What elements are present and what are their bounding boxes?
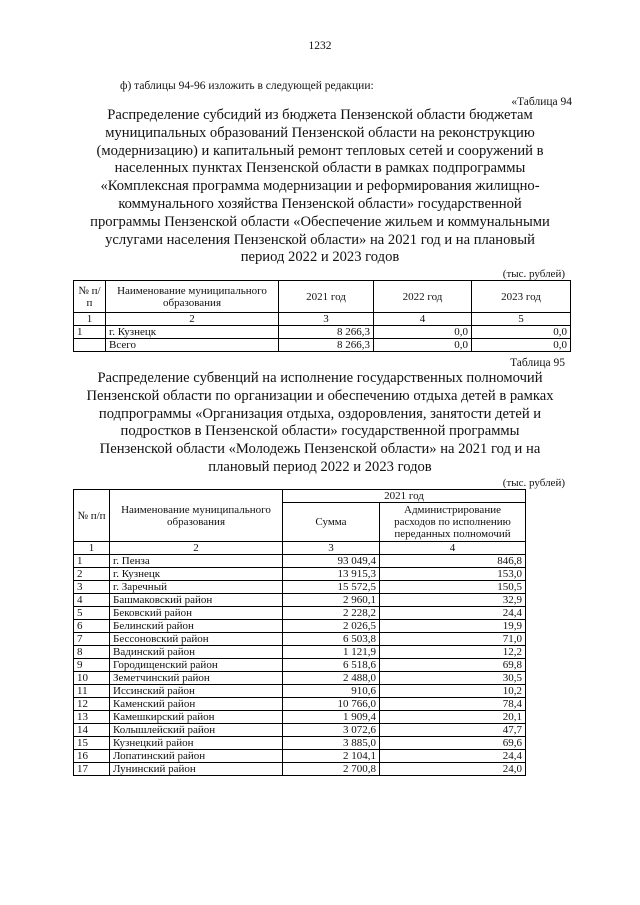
- table94: [73, 280, 571, 352]
- table-row: [74, 763, 526, 776]
- municipality-cell: Камешкирский район: [110, 711, 283, 724]
- row-number-cell: 15: [74, 737, 110, 750]
- row-number-cell: 8: [74, 646, 110, 659]
- page-number: 1232: [308, 40, 332, 52]
- amount-2021-cell: 8 266,3: [279, 326, 374, 339]
- municipality-cell: Лунинский район: [110, 763, 283, 776]
- admin-expenses-cell: 19,9: [380, 620, 526, 633]
- admin-expenses-cell: 846,8: [380, 555, 526, 568]
- admin-expenses-cell: 24,4: [380, 607, 526, 620]
- row-number-cell: 1: [74, 555, 110, 568]
- admin-expenses-cell: 32,9: [380, 594, 526, 607]
- municipality-cell: Земетчинский район: [110, 672, 283, 685]
- amount-2022-cell: 0,0: [374, 326, 472, 339]
- admin-expenses-cell: 47,7: [380, 724, 526, 737]
- column-number: 2: [110, 542, 283, 555]
- table-row: [74, 607, 526, 620]
- table-row: [74, 620, 526, 633]
- title-line: подростков в Пензенской области» государственной программы: [120, 423, 520, 440]
- admin-expenses-cell: 78,4: [380, 698, 526, 711]
- sum-cell: 3 885,0: [283, 737, 380, 750]
- sum-cell: 2 960,1: [283, 594, 380, 607]
- row-number-cell: 7: [74, 633, 110, 646]
- sum-cell: 2 026,5: [283, 620, 380, 633]
- admin-expenses-cell: 10,2: [380, 685, 526, 698]
- municipality-cell: Колышлейский район: [110, 724, 283, 737]
- admin-expenses-cell: 69,8: [380, 659, 526, 672]
- table-row: [74, 724, 526, 737]
- table95-header-admin: Администрирование расходов по исполнению переданных полномочий: [380, 503, 526, 542]
- title-line: Распределение субсидий из бюджета Пензенской области бюджетам: [107, 107, 533, 123]
- table-row: [74, 339, 571, 352]
- title-line: коммунального хозяйства Пензенской области» государственной: [118, 195, 522, 212]
- municipality-cell: Бессоновский район: [110, 633, 283, 646]
- title-line: Распределение субвенций на исполнение государственных полномочий: [97, 370, 543, 386]
- amount-2022-cell: 0,0: [374, 339, 472, 352]
- table95-column-numbers: [74, 542, 526, 555]
- sum-cell: 10 766,0: [283, 698, 380, 711]
- sum-cell: 2 488,0: [283, 672, 380, 685]
- row-number-cell: 12: [74, 698, 110, 711]
- municipality-cell: Всего: [106, 339, 279, 352]
- municipality-cell: г. Пенза: [110, 555, 283, 568]
- municipality-cell: г. Кузнецк: [110, 568, 283, 581]
- sum-cell: 2 700,8: [283, 763, 380, 776]
- table-row: [74, 555, 526, 568]
- admin-expenses-cell: 71,0: [380, 633, 526, 646]
- table-row: [74, 568, 526, 581]
- table94-header-2022: 2022 год: [374, 281, 472, 313]
- column-number: 4: [374, 313, 472, 326]
- column-number: 1: [74, 542, 110, 555]
- table95-title: [60, 370, 580, 477]
- table-row: [74, 698, 526, 711]
- admin-expenses-cell: 24,0: [380, 763, 526, 776]
- row-number-cell: 16: [74, 750, 110, 763]
- table-row: [74, 326, 571, 339]
- municipality-cell: Вадинский район: [110, 646, 283, 659]
- table94-units: (тыс. рублей): [502, 268, 565, 280]
- municipality-cell: г. Кузнецк: [106, 326, 279, 339]
- title-line: услугами населения Пензенской области» на 2021 год и на плановый: [105, 231, 535, 248]
- municipality-cell: Башмаковский район: [110, 594, 283, 607]
- table95-units: (тыс. рублей): [502, 477, 565, 489]
- table-row: [74, 659, 526, 672]
- municipality-cell: Лопатинский район: [110, 750, 283, 763]
- sum-cell: 13 915,3: [283, 568, 380, 581]
- title-line: Пензенской области «Молодежь Пензенской области» на 2021 год и на: [99, 441, 541, 458]
- amount-2023-cell: 0,0: [472, 326, 571, 339]
- table-row: [74, 594, 526, 607]
- table-row: [74, 633, 526, 646]
- amount-2021-cell: 8 266,3: [279, 339, 374, 352]
- title-line: населенных пунктах Пензенской области в рамках подпрограммы: [114, 160, 526, 177]
- sum-cell: 2 228,2: [283, 607, 380, 620]
- title-line: подпрограммы «Организация отдыха, оздоровления, занятости детей и: [98, 405, 542, 422]
- row-number-cell: 13: [74, 711, 110, 724]
- title-line: муниципальных образований Пензенской области на реконструкцию: [105, 124, 535, 141]
- amendment-intro: ф) таблицы 94-96 изложить в следующей редакции:: [120, 80, 374, 92]
- sum-cell: 15 572,5: [283, 581, 380, 594]
- municipality-cell: Иссинский район: [110, 685, 283, 698]
- table95-header-group: 2021 год: [283, 490, 526, 503]
- sum-cell: 1 909,4: [283, 711, 380, 724]
- table-row: [74, 672, 526, 685]
- column-number: 5: [472, 313, 571, 326]
- municipality-cell: Белинский район: [110, 620, 283, 633]
- title-line: Пензенской области по организации и обеспечению отдыха детей в рамках: [86, 387, 554, 404]
- title-line: программы Пензенской области «Обеспечение жильем и коммунальными: [90, 213, 550, 230]
- table94-header-2023: 2023 год: [472, 281, 571, 313]
- title-line: (модернизацию) и капитальный ремонт тепловых сетей и сооружений в: [96, 142, 544, 159]
- municipality-cell: Каменский район: [110, 698, 283, 711]
- municipality-cell: Кузнецкий район: [110, 737, 283, 750]
- table-row: [74, 711, 526, 724]
- row-number-cell: 11: [74, 685, 110, 698]
- table-row: [74, 685, 526, 698]
- amount-2023-cell: 0,0: [472, 339, 571, 352]
- admin-expenses-cell: 20,1: [380, 711, 526, 724]
- row-number-cell: 14: [74, 724, 110, 737]
- municipality-cell: г. Заречный: [110, 581, 283, 594]
- title-line: период 2022 и 2023 годов: [240, 249, 400, 266]
- row-number-cell: 1: [74, 326, 106, 339]
- admin-expenses-cell: 12,2: [380, 646, 526, 659]
- row-number-cell: 2: [74, 568, 110, 581]
- sum-cell: 3 072,6: [283, 724, 380, 737]
- table94-title: [70, 107, 570, 267]
- column-number: 4: [380, 542, 526, 555]
- column-number: 3: [279, 313, 374, 326]
- table-row: [74, 737, 526, 750]
- sum-cell: 6 518,6: [283, 659, 380, 672]
- admin-expenses-cell: 69,6: [380, 737, 526, 750]
- table95-header-num: № п/п: [74, 490, 110, 542]
- column-number: 1: [74, 313, 106, 326]
- municipality-cell: Бековский район: [110, 607, 283, 620]
- row-number-cell: [74, 339, 106, 352]
- sum-cell: 6 503,8: [283, 633, 380, 646]
- row-number-cell: 10: [74, 672, 110, 685]
- table95: [73, 489, 526, 776]
- table-row: [74, 646, 526, 659]
- admin-expenses-cell: 150,5: [380, 581, 526, 594]
- table94-column-numbers: [74, 313, 571, 326]
- sum-cell: 93 049,4: [283, 555, 380, 568]
- table-row: [74, 581, 526, 594]
- row-number-cell: 4: [74, 594, 110, 607]
- sum-cell: 2 104,1: [283, 750, 380, 763]
- admin-expenses-cell: 153,0: [380, 568, 526, 581]
- row-number-cell: 9: [74, 659, 110, 672]
- table95-header-sum: Сумма: [283, 503, 380, 542]
- column-number: 3: [283, 542, 380, 555]
- table95-header-name: Наименование муниципального образования: [110, 490, 283, 542]
- municipality-cell: Городищенский район: [110, 659, 283, 672]
- table94-header-num: № п/п: [74, 281, 106, 313]
- title-line: «Комплексная программа модернизации и реформирования жилищно-: [100, 178, 540, 195]
- admin-expenses-cell: 24,4: [380, 750, 526, 763]
- column-number: 2: [106, 313, 279, 326]
- table-row: [74, 750, 526, 763]
- title-line: плановый период 2022 и 2023 годов: [208, 458, 432, 475]
- table94-header-2021: 2021 год: [279, 281, 374, 313]
- row-number-cell: 3: [74, 581, 110, 594]
- admin-expenses-cell: 30,5: [380, 672, 526, 685]
- row-number-cell: 17: [74, 763, 110, 776]
- sum-cell: 910,6: [283, 685, 380, 698]
- table94-header-name: Наименование муниципального образования: [106, 281, 279, 313]
- row-number-cell: 5: [74, 607, 110, 620]
- table95-label: Таблица 95: [510, 357, 565, 369]
- table94-label: «Таблица 94: [511, 96, 572, 108]
- row-number-cell: 6: [74, 620, 110, 633]
- sum-cell: 1 121,9: [283, 646, 380, 659]
